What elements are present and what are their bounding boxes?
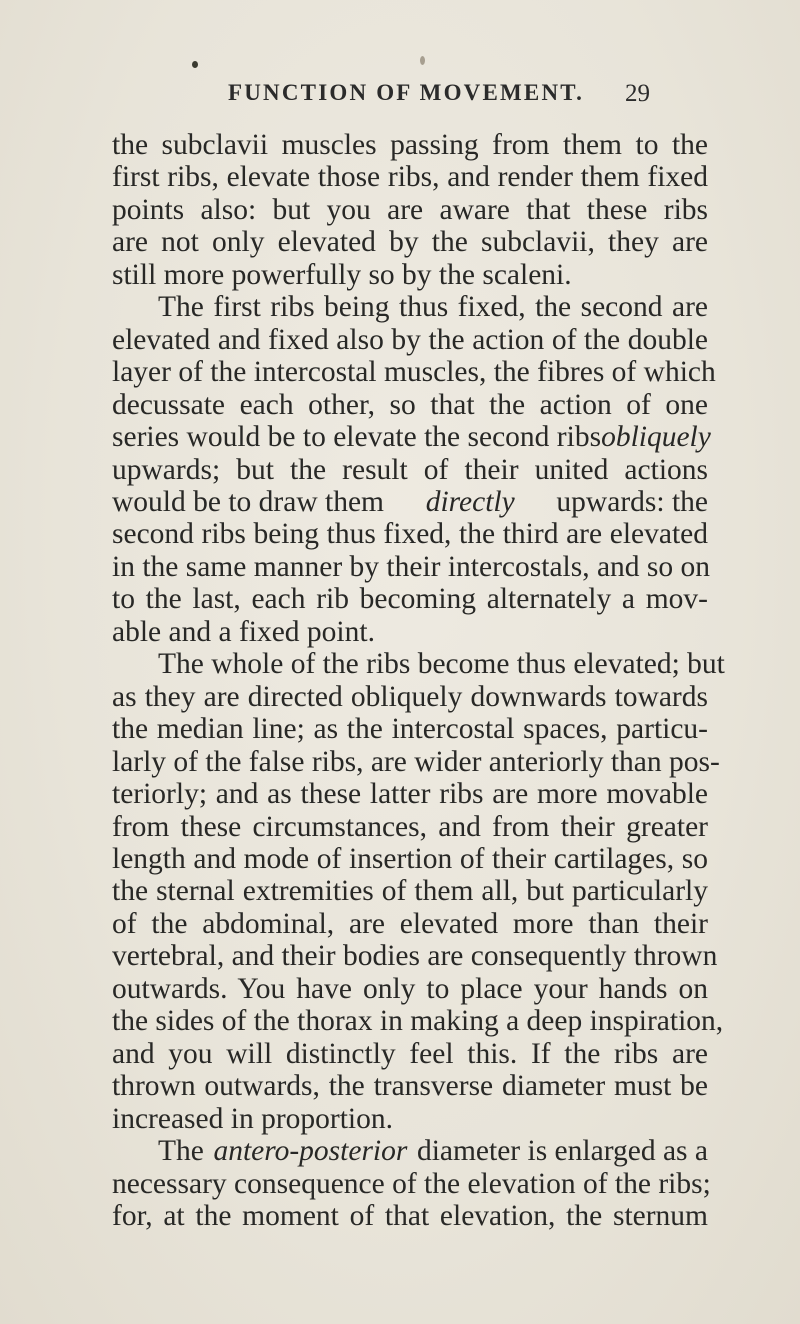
body-text	[112, 129, 725, 1232]
text-line: first ribs, elevate those ribs, and render them fixed	[112, 161, 708, 194]
text-line: in the same manner by their intercostals, and so on	[112, 550, 711, 583]
text-line: length and mode of insertion of their cartilages, so	[112, 842, 708, 875]
text-line: the subclavii muscles passing from them to the	[112, 129, 708, 161]
text-line: outwards. You have only to place your hands on	[112, 972, 708, 1005]
text-line	[112, 1135, 708, 1167]
paragraph	[112, 1135, 711, 1232]
text-line: upwards; but the result of their united actions	[112, 453, 708, 486]
italic-term: antero-posterior	[213, 1135, 408, 1168]
text-line: from these circumstances, and from their greater	[112, 810, 708, 843]
text-line: the sides of the thorax in making a deep inspiration,	[112, 1005, 724, 1038]
text-line	[112, 421, 711, 454]
text-line: for, at the moment of that elevation, the sternum	[112, 1199, 708, 1232]
page-number: 29	[625, 80, 650, 107]
paragraph	[112, 129, 708, 291]
text-line: are not only elevated by the subclavii, they are	[112, 226, 708, 259]
text-line: increased in proportion.	[112, 1102, 393, 1135]
text-segment: diameter is enlarged as a	[416, 1135, 708, 1168]
text-line: layer of the intercostal muscles, the fibres of which	[112, 356, 716, 389]
running-head: FUNCTION OF MOVEMENT.	[228, 80, 585, 105]
text-line	[112, 486, 708, 518]
text-line: as they are directed obliquely downwards towards	[112, 680, 708, 713]
text-segment: series would be to elevate the second ribs	[112, 421, 602, 454]
text-line: teriorly; and as these latter ribs are more movable	[112, 778, 708, 811]
text-line: of the abdominal, are elevated more than their	[112, 907, 708, 940]
text-line: decussate each other, so that the action of one	[112, 388, 708, 421]
italic-term: directly	[425, 485, 515, 518]
text-segment: upwards: the	[556, 485, 708, 518]
text-line: elevated and fixed also by the action of the double	[112, 323, 708, 356]
italic-term: obliquely	[601, 421, 711, 454]
text-line: second ribs being thus fixed, the third are elevated	[112, 518, 708, 551]
text-line: points also: but you are aware that these ribs	[112, 193, 708, 226]
text-line: and you will distinctly feel this. If the ribs are	[112, 1037, 708, 1070]
paragraph	[112, 648, 725, 1135]
paragraph	[112, 291, 716, 648]
page-header	[200, 80, 660, 120]
text-line: to the last, each rib becoming alternately a mov-	[112, 583, 708, 616]
text-line: The whole of the ribs become thus elevated; but	[158, 648, 725, 681]
text-line: still more powerfully so by the scaleni.	[112, 258, 572, 291]
ink-speck	[420, 56, 425, 65]
text-line: the median line; as the intercostal spaces, particu-	[112, 713, 708, 746]
text-line: larly of the false ribs, are wider anteriorly than pos-	[112, 745, 720, 778]
text-line: able and a fixed point.	[112, 615, 375, 648]
text-line: thrown outwards, the transverse diameter must be	[112, 1070, 708, 1103]
text-segment: would be to draw them	[112, 485, 384, 518]
ink-speck	[192, 61, 198, 68]
text-line: The first ribs being thus fixed, the second are	[158, 291, 708, 324]
text-segment: The	[158, 1135, 204, 1168]
text-line: the sternal extremities of them all, but particularly	[112, 875, 708, 908]
text-line: vertebral, and their bodies are consequently thrown	[112, 940, 718, 973]
text-line: necessary consequence of the elevation of the ribs;	[112, 1167, 711, 1200]
